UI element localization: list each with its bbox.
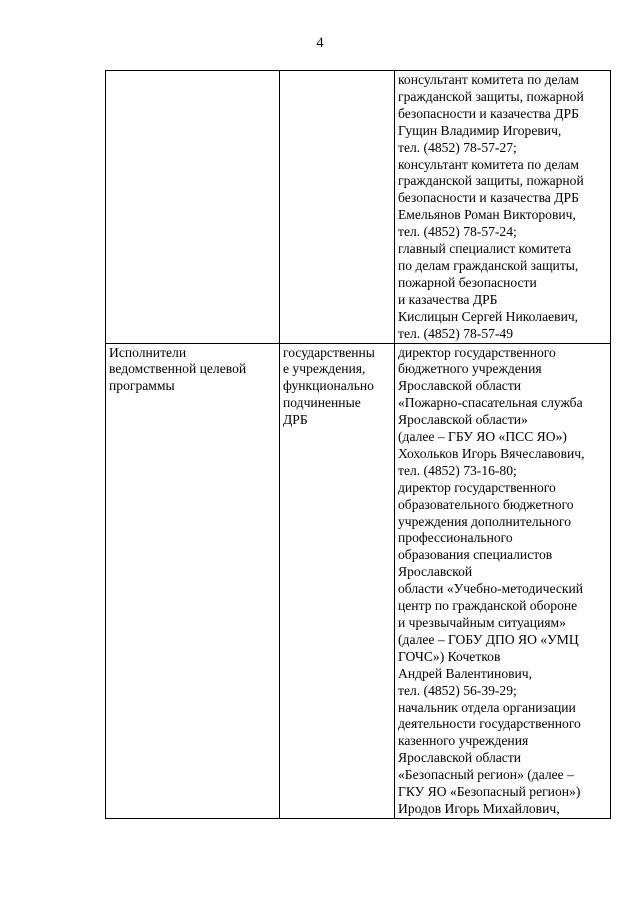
- cell-text-line: тел. (4852) 78-57-27;: [398, 139, 517, 155]
- table-cell-col2: [280, 71, 395, 344]
- cell-text-line: Исполнители: [109, 344, 187, 360]
- cell-text-line: Ярославской: [398, 564, 473, 580]
- cell-text-line: профессионального: [398, 530, 513, 546]
- cell-text-line: ведомственной целевой: [109, 361, 247, 377]
- cell-text-line: гражданской защиты, пожарной: [398, 88, 584, 104]
- cell-text-line: Хохольков Игорь Вячеславович,: [398, 445, 585, 461]
- cell-text-line: казенного учреждения: [398, 733, 529, 749]
- cell-text-line: главный специалист комитета: [398, 241, 572, 257]
- cell-text-line: Ярославской области: [398, 750, 522, 766]
- cell-text-line: бюджетного учреждения: [398, 361, 542, 377]
- table-cell-col2: [280, 343, 395, 818]
- cell-text-line: программы: [109, 378, 175, 394]
- program-table: [105, 70, 611, 819]
- cell-text-line: директор государственного: [398, 479, 556, 495]
- cell-text-line: центр по гражданской обороне: [398, 598, 578, 614]
- cell-text-line: Гущин Владимир Игоревич,: [398, 122, 562, 138]
- cell-text-line: тел. (4852) 78-57-24;: [398, 224, 517, 240]
- table-cell-col3: [395, 71, 611, 344]
- cell-text-line: области «Учебно-методический: [398, 581, 584, 597]
- cell-text-line: и казачества ДРБ: [398, 291, 498, 307]
- table-cell-col1: [106, 343, 280, 818]
- cell-text-line: тел. (4852) 56-39-29;: [398, 682, 517, 698]
- cell-text-line: государственны: [283, 344, 375, 360]
- cell-text-line: ГОЧС») Кочетков: [398, 648, 501, 664]
- cell-text-line: ДРБ: [283, 412, 308, 428]
- table-body: [106, 71, 611, 819]
- cell-text-line: (далее – ГБУ ЯО «ПСС ЯО»): [398, 429, 567, 445]
- cell-text-line: начальник отдела организации: [398, 699, 576, 715]
- table-row: [106, 343, 611, 818]
- cell-text-line: безопасности и казачества ДРБ: [398, 105, 579, 121]
- table-cell-col3: [395, 343, 611, 818]
- cell-text-line: директор государственного: [398, 344, 556, 360]
- cell-text-line: тел. (4852) 78-57-49: [398, 325, 514, 341]
- cell-text-line: ГКУ ЯО «Безопасный регион»): [398, 784, 581, 800]
- cell-text-line: е учреждения,: [283, 361, 366, 377]
- cell-text-line: консультант комитета по делам: [398, 72, 579, 87]
- cell-text-line: безопасности и казачества ДРБ: [398, 190, 579, 206]
- cell-text-line: «Пожарно-спасательная служба: [398, 395, 583, 411]
- cell-text-line: Ярославской области»: [398, 412, 528, 428]
- cell-text-line: тел. (4852) 73-16-80;: [398, 462, 517, 478]
- cell-text-line: гражданской защиты, пожарной: [398, 173, 584, 189]
- cell-text-line: (далее – ГОБУ ДПО ЯО «УМЦ: [398, 631, 579, 647]
- page-number: 4: [316, 35, 324, 51]
- cell-text-line: функционально: [283, 378, 374, 394]
- cell-text-line: «Безопасный регион» (далее –: [398, 767, 574, 783]
- cell-text-line: образования специалистов: [398, 547, 553, 563]
- table-row: [106, 71, 611, 344]
- cell-text-line: деятельности государственного: [398, 716, 581, 732]
- table-cell-col1: [106, 71, 280, 344]
- cell-text-line: Емельянов Роман Викторович,: [398, 207, 576, 223]
- cell-text-line: Кислицын Сергей Николаевич,: [398, 308, 579, 324]
- cell-text-line: Ярославской области: [398, 378, 522, 394]
- cell-text-line: и чрезвычайным ситуациям»: [398, 615, 566, 630]
- cell-text-line: учреждения дополнительного: [398, 513, 572, 529]
- cell-text-line: подчиненные: [283, 395, 361, 411]
- cell-text-line: образовательного бюджетного: [398, 496, 574, 512]
- cell-text-line: Андрей Валентинович,: [398, 665, 533, 681]
- cell-text-line: по делам гражданской защиты,: [398, 257, 579, 273]
- cell-text-line: Иродов Игорь Михайлович,: [398, 800, 560, 816]
- cell-text-line: консультант комитета по делам: [398, 156, 579, 172]
- cell-text-line: пожарной безопасности: [398, 274, 537, 290]
